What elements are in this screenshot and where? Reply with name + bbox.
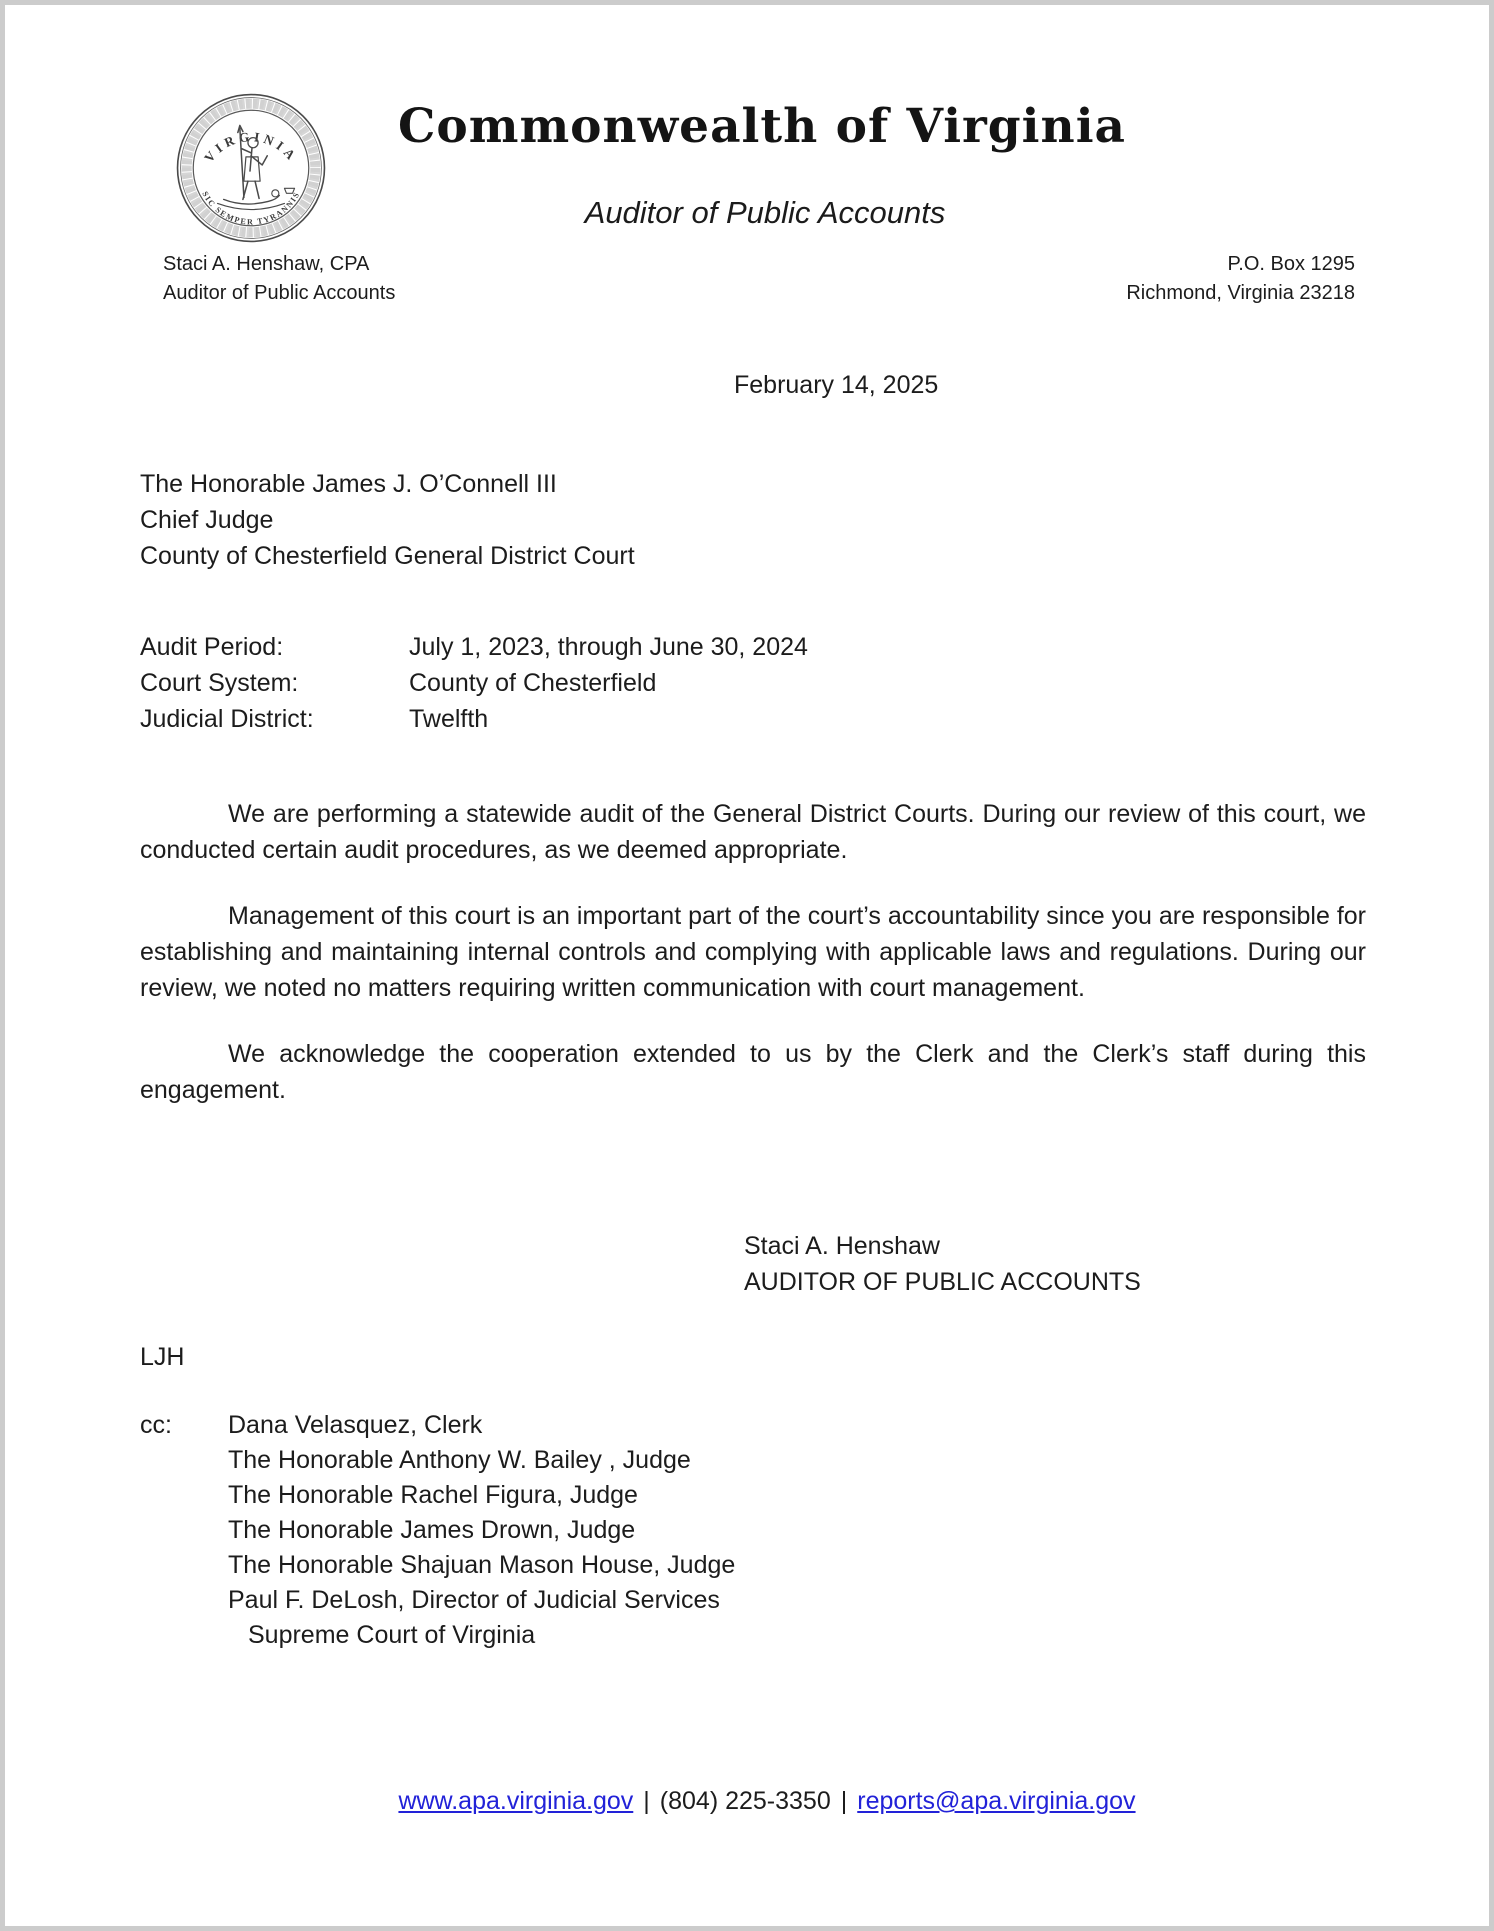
recipient-line: The Honorable James J. O’Connell III	[140, 470, 557, 498]
city-state-zip-line: Richmond, Virginia 23218	[1126, 282, 1355, 304]
page-title: Commonwealth of Virginia	[397, 99, 1127, 154]
cc-label: cc:	[140, 1411, 172, 1439]
cc-item: Paul F. DeLosh, Director of Judicial Services	[228, 1586, 720, 1614]
detail-value: Twelfth	[409, 705, 489, 733]
page-subtitle: Auditor of Public Accounts	[584, 195, 946, 230]
body-paragraph: Management of this court is an important part of the court’s accountability since you are responsible for establishing and maintaining internal controls and complying with applicable laws and regulations. During our review, we noted no matters requiring written communication with court management.	[140, 902, 1366, 1002]
official-credentials	[163, 250, 395, 308]
detail-value: July 1, 2023, through June 30, 2024	[409, 633, 808, 661]
official-title: Auditor of Public Accounts	[163, 282, 396, 304]
website-link[interactable]: www.apa.virginia.gov	[398, 1787, 634, 1815]
body-paragraph: We acknowledge the cooperation extended to us by the Clerk and the Clerk’s staff during this engagement.	[140, 1040, 1366, 1104]
signature-title: AUDITOR OF PUBLIC ACCOUNTS	[744, 1268, 1141, 1296]
email-link[interactable]: reports@apa.virginia.gov	[857, 1787, 1136, 1815]
svg-text:SIC SEMPER TYRANNIS: SIC SEMPER TYRANNIS	[200, 189, 302, 227]
detail-label: Court System:	[140, 669, 299, 697]
letter-body	[140, 782, 1366, 1138]
cc-item: The Honorable Rachel Figura, Judge	[228, 1481, 638, 1509]
footer-separator: |	[643, 1787, 650, 1815]
cc-item: Dana Velasquez, Clerk	[228, 1411, 483, 1439]
return-address	[1126, 250, 1355, 308]
recipient-line: Chief Judge	[140, 506, 274, 534]
signature-name: Staci A. Henshaw	[744, 1232, 940, 1260]
footer-contact-bar	[5, 1786, 1489, 1816]
audit-details-block	[140, 629, 808, 737]
detail-row	[140, 701, 808, 737]
letter-date: February 14, 2025	[734, 371, 939, 399]
signature-block	[744, 1228, 1141, 1300]
cc-item: The Honorable Shajuan Mason House, Judge	[228, 1551, 736, 1579]
detail-row	[140, 629, 808, 665]
detail-label: Audit Period:	[140, 633, 284, 661]
footer-separator: |	[840, 1787, 848, 1815]
detail-value: County of Chesterfield	[409, 669, 657, 697]
typist-initials: LJH	[140, 1343, 185, 1371]
cc-row	[140, 1408, 735, 1618]
cc-item: The Honorable James Drown, Judge	[228, 1516, 636, 1544]
recipient-block	[140, 466, 635, 574]
cc-names	[228, 1408, 735, 1618]
cc-block	[140, 1408, 735, 1653]
phone-number: (804) 225-3350	[659, 1787, 831, 1815]
detail-row	[140, 665, 808, 701]
body-paragraph: We are performing a statewide audit of the General District Courts. During our review of this court, we conducted certain audit procedures, as we deemed appropriate.	[140, 800, 1366, 864]
detail-label: Judicial District:	[140, 705, 314, 733]
cc-sub-line: Supreme Court of Virginia	[248, 1621, 536, 1649]
svg-text:VIRGINIA: VIRGINIA	[201, 128, 301, 166]
recipient-line: County of Chesterfield General District Court	[140, 542, 635, 570]
cc-item: The Honorable Anthony W. Bailey , Judge	[228, 1446, 691, 1474]
official-name: Staci A. Henshaw, CPA	[163, 253, 370, 275]
po-box-line: P.O. Box 1295	[1227, 253, 1355, 275]
